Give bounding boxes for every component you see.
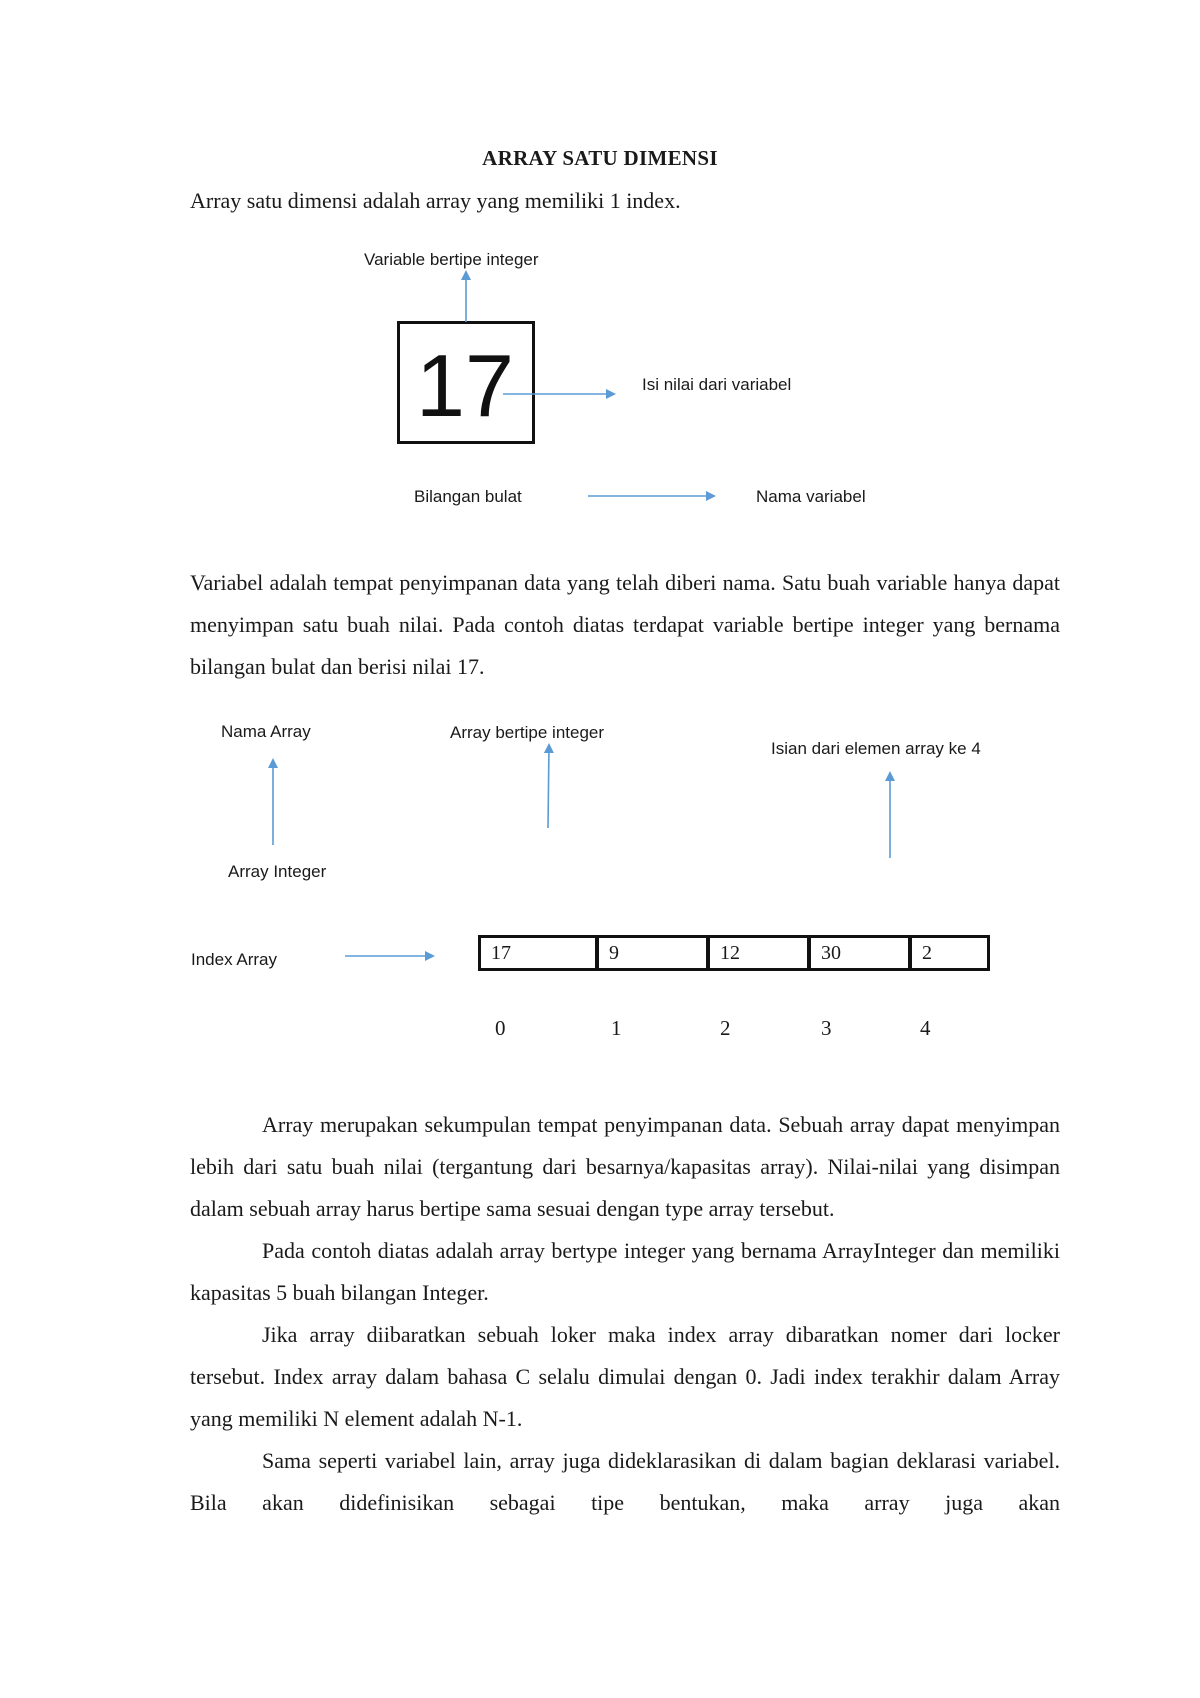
paragraph-text: Array merupakan sekumpulan tempat penyimpanan data. Sebuah array dapat menyimpan lebih dari satu buah nilai (tergantung dari besarnya/kapasitas array). Nilai-nilai yang disimpan dalam sebuah array harus bertipe sama sesuai dengan type array tersebut.	[190, 1112, 1060, 1221]
array-cell: 30	[811, 938, 912, 968]
paragraph-text: Pada contoh diatas adalah array bertype integer yang bernama ArrayInteger dan memiliki kapasitas 5 buah bilangan Integer.	[190, 1238, 1060, 1305]
label-array-name: Nama Array	[221, 722, 311, 741]
intro-text: Array satu dimensi adalah array yang memiliki 1 index.	[190, 188, 681, 213]
array-index: 3	[821, 1016, 832, 1040]
paragraph-text: Jika array diibaratkan sebuah loker maka index array dibaratkan nomer dari locker tersebut. Index array dalam bahasa C selalu dimulai dengan 0. Jadi index terakhir dalam Array yang memiliki N element adalah N-1.	[190, 1322, 1060, 1431]
label-array-element: Isian dari elemen array ke 4	[771, 739, 981, 758]
label-array-integer: Array Integer	[228, 862, 327, 881]
paragraph-text: Variabel adalah tempat penyimpanan data yang telah diberi nama. Satu buah variable hanya dapat menyimpan satu buah nilai. Pada contoh diatas terdapat variable bertipe integer yang bernama bilangan bulat dan berisi nilai 17.	[190, 570, 1060, 679]
label-variable-value: Isi nilai dari variabel	[642, 375, 792, 394]
array-index: 0	[495, 1016, 506, 1040]
paragraph-text: Sama seperti variabel lain, array juga dideklarasikan di dalam bagian deklarasi variabel. Bila akan didefinisikan sebagai tipe bentukan, maka array juga akan	[190, 1448, 1060, 1515]
array-cell: 2	[922, 942, 932, 964]
array-index: 4	[920, 1016, 931, 1040]
variable-value: 17	[416, 336, 514, 435]
array-cell: 17	[481, 938, 599, 968]
page-title: ARRAY SATU DIMENSI	[482, 146, 718, 170]
label-variable-type: Variable bertipe integer	[364, 250, 539, 269]
body-paragraphs	[190, 1104, 1060, 1524]
array-cell: 9	[599, 938, 710, 968]
arrow-up-icon	[548, 745, 549, 828]
label-array-type: Array bertipe integer	[450, 723, 605, 742]
label-bilangan-bulat: Bilangan bulat	[414, 487, 522, 506]
paragraph-variabel	[190, 562, 1060, 688]
array-cell: 12	[710, 938, 811, 968]
label-variable-name: Nama variabel	[756, 487, 866, 506]
array-index: 2	[720, 1016, 731, 1040]
array-cells	[478, 935, 990, 971]
label-index-array: Index Array	[191, 950, 277, 969]
array-index: 1	[611, 1016, 622, 1040]
